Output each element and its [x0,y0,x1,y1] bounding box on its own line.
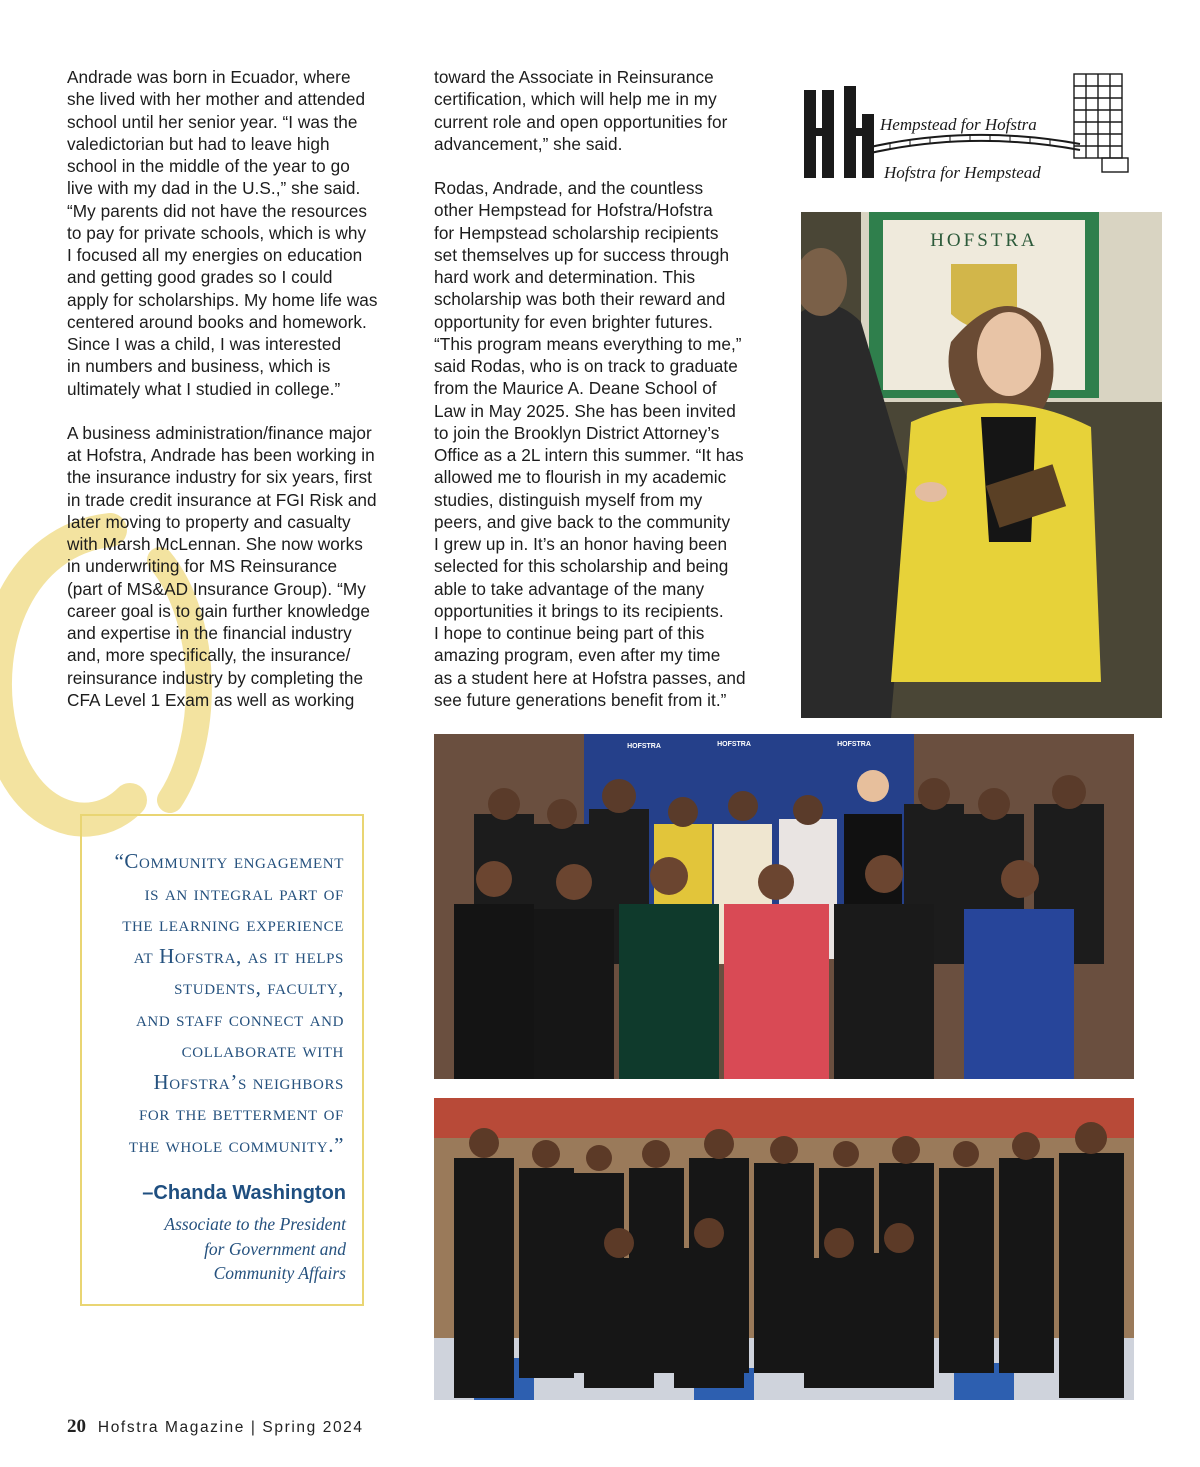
page-footer [67,1416,364,1438]
article-column-left [67,66,399,733]
award-photo [801,212,1162,718]
pull-quote-box [80,814,364,1306]
group-photo-fraternity [434,1098,1134,1400]
article-paragraph: toward the Associate in Reinsurance certification, which will help me in my current role and open opportunities for advancement,” she said. [434,67,728,154]
article-paragraph: Andrade was born in Ecuador, where she lived with her mother and attended school until her senior year. “I was the valedictorian but had to leave high school in the middle of the year to go live with my dad in the U.S.,” she said. “My parents did not have the resources to pay for private schools, which is why I focused all my energies on education and getting good grades so I could apply for scholarships. My home life was centered around books and homework. Since I was a child, I was interested in numbers and business, which is ultimately what I studied in college.” [67,67,378,399]
page-number: 20 [67,1416,86,1437]
article-paragraph: Rodas, Andrade, and the countless other Hempstead for Hofstra/Hofstra for Hempstead scholarship recipients set themselves up for success through hard work and determination. This scholarship was both their reward and opportunity for even brighter futures. “This program means everything to me,” said Rodas, who is on track to graduate from the Maurice A. Deane School of Law in May 2025. She has been invited to join the Brooklyn District Attorney’s Office as a 2L intern this summer. “It has allowed me to flourish in my academic studies, distinguish myself from my peers, and give back to the community I grew up in. It’s an honor having been selected for this scholarship and being able to take advantage of the many opportunities it brings to its recipients. I hope to continue being part of this amazing program, even after my time as a student here at Hofstra passes, and see future generations benefit from it.” [434,178,746,710]
group-photo-gala [434,734,1134,1079]
article-paragraph: A business administration/finance major at Hofstra, Andrade has been working in the insurance industry for six years, first in trade credit insurance at FGI Risk and later moving to property and casualty with Marsh McLennan. She now works in underwriting for MS Reinsurance (part of MS&AD Insurance Group). “My career goal is to gain further knowledge and expertise in the financial industry and, more specifically, the insurance/ reinsurance industry by completing the CFA Level 1 Exam as well as working [67,422,377,710]
logo-line-1: Hempstead for Hofstra [880,115,1037,134]
logo-line-2: Hofstra for Hempstead [884,163,1041,182]
hempstead-hofstra-logo [800,66,1134,190]
quote-attribution-name: –Chanda Washington [142,1182,346,1204]
quote-attribution-title: Associate to the President for Government and Community Affairs [164,1214,346,1283]
backdrop-logo: HOFSTRA [717,741,751,748]
backdrop-logo: HOFSTRA [837,741,871,748]
publication-name: Hofstra Magazine | Spring 2024 [97,1419,364,1436]
banner-text: HOFSTRA [930,230,1038,251]
article-column-middle [434,66,766,733]
pull-quote-text: “Community engagement is an integral part of the learning experience at Hofstra, as it helps students, faculty, and staff connect and collaborate with Hofstra’s neighbors for the betterment of the whole community.” [114,849,344,1157]
backdrop-logo: HOFSTRA [627,743,661,750]
